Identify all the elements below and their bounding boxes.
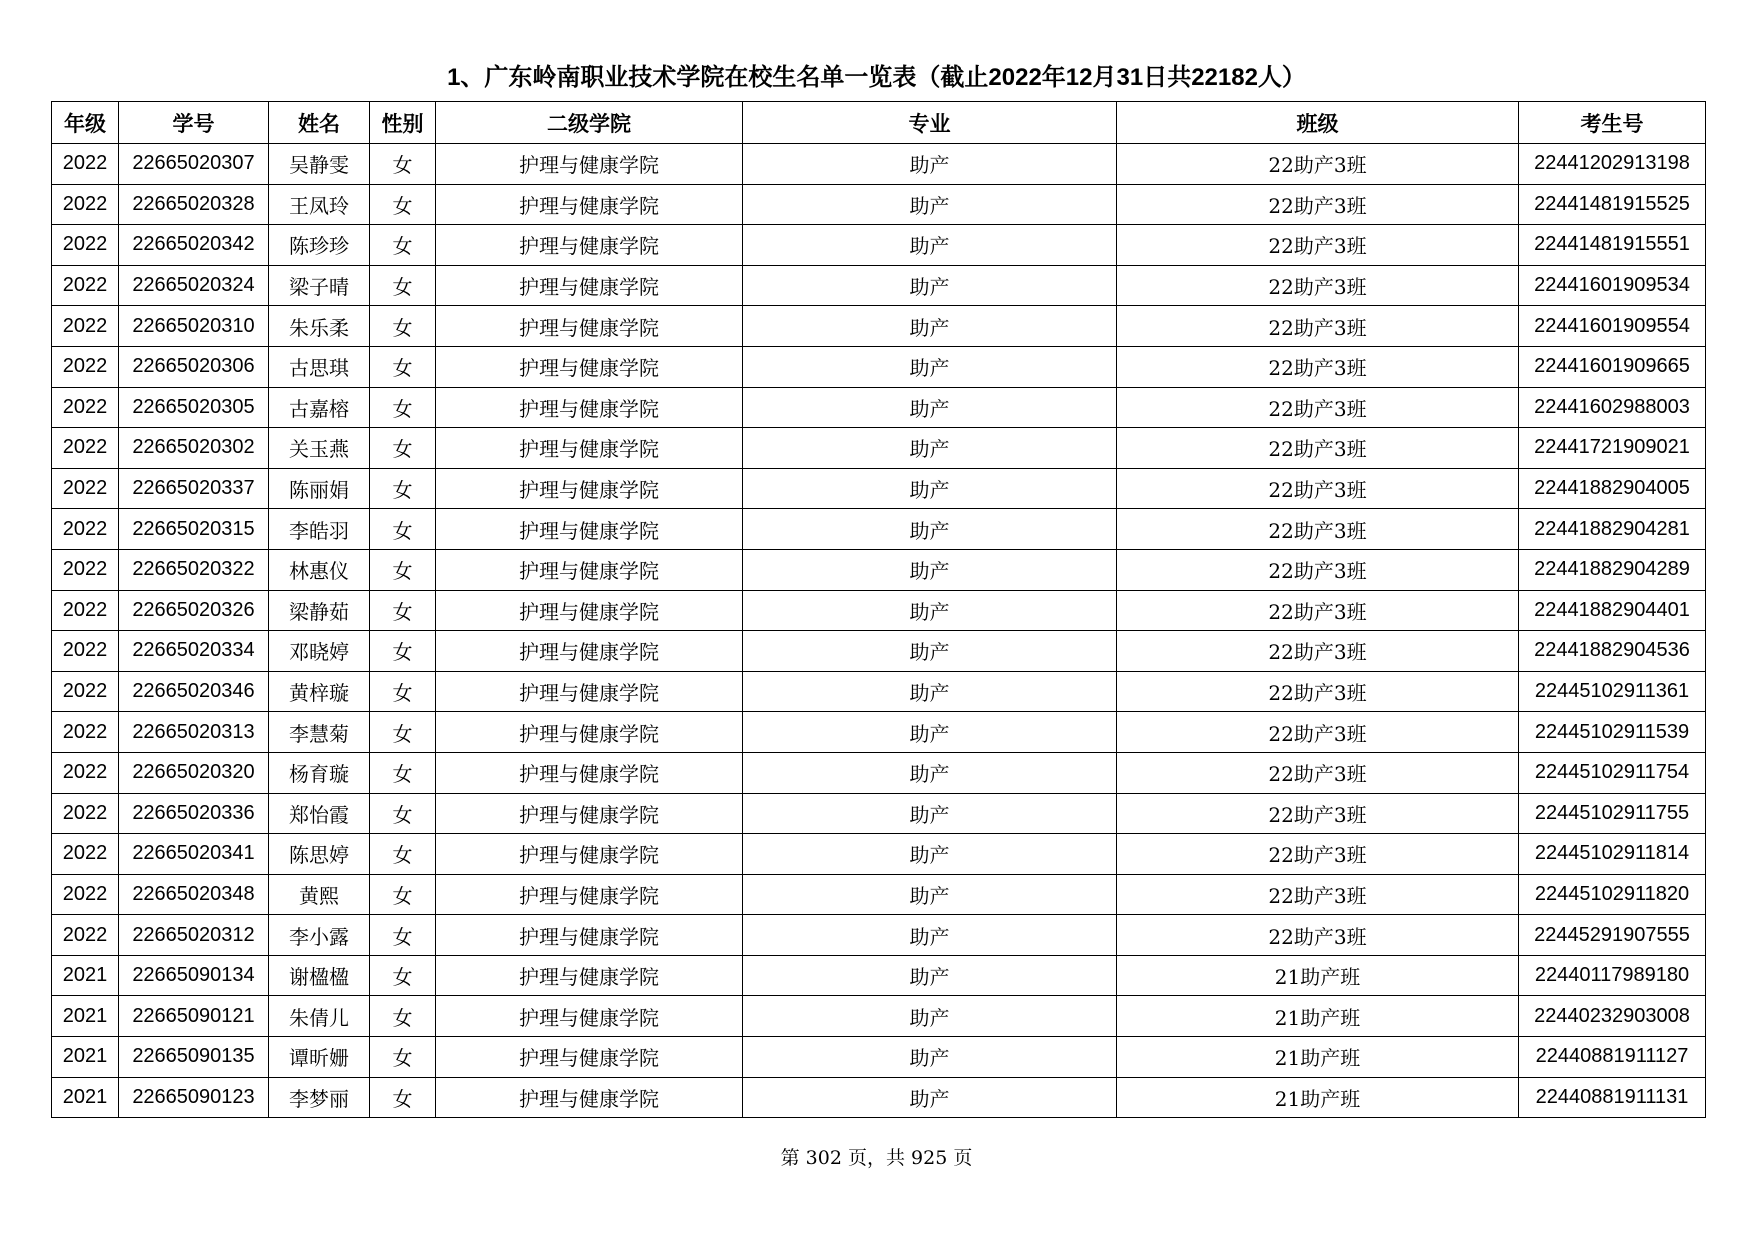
cell-exam-number: 22445102911361: [1519, 671, 1706, 712]
cell-student-id: 22665020326: [119, 590, 269, 631]
cell-class: 21助产班: [1117, 1037, 1519, 1078]
cell-exam-number: 22441882904289: [1519, 549, 1706, 590]
cell-name: 李梦丽: [269, 1077, 370, 1118]
cell-grade: 2022: [52, 834, 119, 875]
cell-class: 22助产3班: [1117, 387, 1519, 428]
cell-grade: 2022: [52, 306, 119, 347]
cell-name: 梁静茹: [269, 590, 370, 631]
table-row: [52, 468, 1706, 509]
cell-major: 助产: [743, 387, 1117, 428]
cell-gender: 女: [370, 346, 436, 387]
cell-student-id: 22665020302: [119, 428, 269, 469]
cell-college: 护理与健康学院: [436, 265, 743, 306]
table-row: [52, 346, 1706, 387]
cell-college: 护理与健康学院: [436, 549, 743, 590]
cell-college: 护理与健康学院: [436, 955, 743, 996]
cell-exam-number: 22440881911127: [1519, 1037, 1706, 1078]
page-title: 1、广东岭南职业技术学院在校生名单一览表（截止2022年12月31日共22182人）: [447, 64, 1306, 91]
cell-exam-number: 22440232903008: [1519, 996, 1706, 1037]
cell-exam-number: 22445102911814: [1519, 834, 1706, 875]
cell-student-id: 22665020306: [119, 346, 269, 387]
cell-class: 22助产3班: [1117, 793, 1519, 834]
cell-class: 22助产3班: [1117, 468, 1519, 509]
cell-gender: 女: [370, 712, 436, 753]
cell-class: 22助产3班: [1117, 509, 1519, 550]
cell-gender: 女: [370, 671, 436, 712]
cell-gender: 女: [370, 834, 436, 875]
table-row: [52, 915, 1706, 956]
cell-gender: 女: [370, 225, 436, 266]
cell-major: 助产: [743, 346, 1117, 387]
cell-college: 护理与健康学院: [436, 915, 743, 956]
cell-exam-number: 22441602988003: [1519, 387, 1706, 428]
cell-major: 助产: [743, 265, 1117, 306]
cell-exam-number: 22445102911754: [1519, 752, 1706, 793]
cell-class: 22助产3班: [1117, 549, 1519, 590]
cell-class: 22助产3班: [1117, 631, 1519, 672]
cell-major: 助产: [743, 752, 1117, 793]
cell-name: 古嘉榕: [269, 387, 370, 428]
cell-grade: 2022: [52, 468, 119, 509]
cell-student-id: 22665020346: [119, 671, 269, 712]
cell-college: 护理与健康学院: [436, 834, 743, 875]
cell-college: 护理与健康学院: [436, 306, 743, 347]
cell-major: 助产: [743, 1037, 1117, 1078]
table-row: [52, 509, 1706, 550]
cell-student-id: 22665090135: [119, 1037, 269, 1078]
cell-name: 黄熙: [269, 874, 370, 915]
cell-gender: 女: [370, 549, 436, 590]
cell-college: 护理与健康学院: [436, 1037, 743, 1078]
cell-class: 21助产班: [1117, 1077, 1519, 1118]
table-body: [52, 144, 1706, 1118]
cell-exam-number: 22445102911539: [1519, 712, 1706, 753]
cell-class: 22助产3班: [1117, 306, 1519, 347]
table-row: [52, 793, 1706, 834]
cell-gender: 女: [370, 184, 436, 225]
cell-name: 陈珍珍: [269, 225, 370, 266]
cell-student-id: 22665090121: [119, 996, 269, 1037]
cell-major: 助产: [743, 915, 1117, 956]
cell-college: 护理与健康学院: [436, 752, 743, 793]
cell-grade: 2022: [52, 549, 119, 590]
cell-grade: 2021: [52, 955, 119, 996]
table-row: [52, 225, 1706, 266]
cell-gender: 女: [370, 387, 436, 428]
cell-college: 护理与健康学院: [436, 712, 743, 753]
cell-class: 22助产3班: [1117, 834, 1519, 875]
cell-college: 护理与健康学院: [436, 346, 743, 387]
cell-gender: 女: [370, 793, 436, 834]
header-college: 二级学院: [436, 102, 743, 144]
cell-major: 助产: [743, 1077, 1117, 1118]
cell-student-id: 22665020341: [119, 834, 269, 875]
cell-name: 吴静雯: [269, 144, 370, 185]
cell-grade: 2022: [52, 915, 119, 956]
cell-class: 22助产3班: [1117, 225, 1519, 266]
cell-student-id: 22665020310: [119, 306, 269, 347]
cell-major: 助产: [743, 184, 1117, 225]
cell-major: 助产: [743, 509, 1117, 550]
cell-class: 21助产班: [1117, 955, 1519, 996]
cell-exam-number: 22441601909554: [1519, 306, 1706, 347]
table-row: [52, 712, 1706, 753]
cell-class: 22助产3班: [1117, 144, 1519, 185]
cell-college: 护理与健康学院: [436, 874, 743, 915]
cell-grade: 2021: [52, 996, 119, 1037]
cell-exam-number: 22441721909021: [1519, 428, 1706, 469]
cell-college: 护理与健康学院: [436, 793, 743, 834]
cell-student-id: 22665020305: [119, 387, 269, 428]
cell-major: 助产: [743, 874, 1117, 915]
cell-name: 陈丽娟: [269, 468, 370, 509]
cell-exam-number: 22441601909534: [1519, 265, 1706, 306]
cell-college: 护理与健康学院: [436, 184, 743, 225]
cell-gender: 女: [370, 306, 436, 347]
cell-name: 李小露: [269, 915, 370, 956]
cell-name: 梁子晴: [269, 265, 370, 306]
cell-exam-number: 22441882904401: [1519, 590, 1706, 631]
cell-major: 助产: [743, 996, 1117, 1037]
cell-gender: 女: [370, 428, 436, 469]
cell-major: 助产: [743, 428, 1117, 469]
cell-student-id: 22665020315: [119, 509, 269, 550]
cell-name: 陈思婷: [269, 834, 370, 875]
cell-grade: 2021: [52, 1077, 119, 1118]
cell-name: 王凤玲: [269, 184, 370, 225]
table-row: [52, 387, 1706, 428]
student-roster-table: [51, 101, 1706, 1118]
cell-name: 谢楹楹: [269, 955, 370, 996]
header-exam-number: 考生号: [1519, 102, 1706, 144]
cell-major: 助产: [743, 631, 1117, 672]
cell-grade: 2022: [52, 874, 119, 915]
cell-gender: 女: [370, 265, 436, 306]
table-row: [52, 752, 1706, 793]
cell-exam-number: 22445102911755: [1519, 793, 1706, 834]
cell-student-id: 22665020348: [119, 874, 269, 915]
table-row: [52, 874, 1706, 915]
cell-class: 22助产3班: [1117, 184, 1519, 225]
header-gender: 性别: [370, 102, 436, 144]
cell-name: 朱倩儿: [269, 996, 370, 1037]
cell-exam-number: 22441882904005: [1519, 468, 1706, 509]
cell-student-id: 22665020337: [119, 468, 269, 509]
cell-student-id: 22665020322: [119, 549, 269, 590]
cell-major: 助产: [743, 144, 1117, 185]
cell-major: 助产: [743, 793, 1117, 834]
header-major: 专业: [743, 102, 1117, 144]
cell-exam-number: 22441481915525: [1519, 184, 1706, 225]
cell-grade: 2022: [52, 671, 119, 712]
header-class: 班级: [1117, 102, 1519, 144]
cell-class: 22助产3班: [1117, 590, 1519, 631]
cell-grade: 2022: [52, 346, 119, 387]
cell-exam-number: 22445102911820: [1519, 874, 1706, 915]
cell-gender: 女: [370, 468, 436, 509]
cell-name: 郑怡霞: [269, 793, 370, 834]
cell-name: 关玉燕: [269, 428, 370, 469]
header-student-id: 学号: [119, 102, 269, 144]
table-row: [52, 1037, 1706, 1078]
cell-student-id: 22665090123: [119, 1077, 269, 1118]
cell-grade: 2022: [52, 631, 119, 672]
table-row: [52, 631, 1706, 672]
cell-name: 邓晓婷: [269, 631, 370, 672]
cell-gender: 女: [370, 590, 436, 631]
cell-grade: 2022: [52, 144, 119, 185]
cell-name: 朱乐柔: [269, 306, 370, 347]
cell-major: 助产: [743, 834, 1117, 875]
table-row: [52, 834, 1706, 875]
table-row: [52, 996, 1706, 1037]
cell-college: 护理与健康学院: [436, 590, 743, 631]
page-number: 第 302 页，共 925 页: [780, 1147, 973, 1169]
cell-grade: 2022: [52, 265, 119, 306]
cell-grade: 2022: [52, 712, 119, 753]
cell-gender: 女: [370, 144, 436, 185]
cell-class: 21助产班: [1117, 996, 1519, 1037]
cell-major: 助产: [743, 549, 1117, 590]
table-row: [52, 549, 1706, 590]
cell-grade: 2022: [52, 225, 119, 266]
cell-college: 护理与健康学院: [436, 631, 743, 672]
cell-college: 护理与健康学院: [436, 428, 743, 469]
cell-grade: 2022: [52, 590, 119, 631]
cell-name: 李皓羽: [269, 509, 370, 550]
cell-class: 22助产3班: [1117, 874, 1519, 915]
cell-exam-number: 22441202913198: [1519, 144, 1706, 185]
cell-college: 护理与健康学院: [436, 387, 743, 428]
cell-class: 22助产3班: [1117, 915, 1519, 956]
cell-student-id: 22665090134: [119, 955, 269, 996]
cell-student-id: 22665020336: [119, 793, 269, 834]
cell-gender: 女: [370, 915, 436, 956]
cell-gender: 女: [370, 752, 436, 793]
cell-gender: 女: [370, 874, 436, 915]
cell-college: 护理与健康学院: [436, 225, 743, 266]
cell-name: 林惠仪: [269, 549, 370, 590]
cell-exam-number: 22441601909665: [1519, 346, 1706, 387]
table-row: [52, 590, 1706, 631]
cell-class: 22助产3班: [1117, 671, 1519, 712]
cell-student-id: 22665020320: [119, 752, 269, 793]
cell-exam-number: 22441882904536: [1519, 631, 1706, 672]
table-row: [52, 144, 1706, 185]
cell-name: 黄梓璇: [269, 671, 370, 712]
cell-gender: 女: [370, 631, 436, 672]
table-row: [52, 428, 1706, 469]
cell-name: 谭昕姗: [269, 1037, 370, 1078]
table-row: [52, 306, 1706, 347]
cell-gender: 女: [370, 509, 436, 550]
cell-gender: 女: [370, 1037, 436, 1078]
cell-college: 护理与健康学院: [436, 144, 743, 185]
cell-name: 古思琪: [269, 346, 370, 387]
cell-name: 杨育璇: [269, 752, 370, 793]
header-grade: 年级: [52, 102, 119, 144]
cell-student-id: 22665020313: [119, 712, 269, 753]
cell-grade: 2022: [52, 428, 119, 469]
cell-gender: 女: [370, 1077, 436, 1118]
cell-class: 22助产3班: [1117, 346, 1519, 387]
cell-grade: 2022: [52, 752, 119, 793]
cell-major: 助产: [743, 590, 1117, 631]
cell-major: 助产: [743, 955, 1117, 996]
cell-college: 护理与健康学院: [436, 509, 743, 550]
header-name: 姓名: [269, 102, 370, 144]
cell-student-id: 22665020342: [119, 225, 269, 266]
cell-gender: 女: [370, 955, 436, 996]
cell-class: 22助产3班: [1117, 428, 1519, 469]
cell-class: 22助产3班: [1117, 752, 1519, 793]
cell-student-id: 22665020334: [119, 631, 269, 672]
cell-student-id: 22665020307: [119, 144, 269, 185]
table-row: [52, 671, 1706, 712]
cell-major: 助产: [743, 225, 1117, 266]
table-row: [52, 265, 1706, 306]
cell-grade: 2022: [52, 509, 119, 550]
cell-college: 护理与健康学院: [436, 468, 743, 509]
table-header-row: [52, 102, 1706, 144]
cell-grade: 2021: [52, 1037, 119, 1078]
cell-grade: 2022: [52, 184, 119, 225]
cell-exam-number: 22441481915551: [1519, 225, 1706, 266]
cell-exam-number: 22441882904281: [1519, 509, 1706, 550]
cell-gender: 女: [370, 996, 436, 1037]
cell-college: 护理与健康学院: [436, 1077, 743, 1118]
cell-grade: 2022: [52, 793, 119, 834]
cell-exam-number: 22445291907555: [1519, 915, 1706, 956]
cell-major: 助产: [743, 712, 1117, 753]
cell-college: 护理与健康学院: [436, 996, 743, 1037]
table-row: [52, 955, 1706, 996]
cell-student-id: 22665020312: [119, 915, 269, 956]
cell-major: 助产: [743, 306, 1117, 347]
cell-exam-number: 22440881911131: [1519, 1077, 1706, 1118]
cell-student-id: 22665020328: [119, 184, 269, 225]
cell-exam-number: 22440117989180: [1519, 955, 1706, 996]
cell-major: 助产: [743, 671, 1117, 712]
table-row: [52, 1077, 1706, 1118]
cell-major: 助产: [743, 468, 1117, 509]
cell-grade: 2022: [52, 387, 119, 428]
cell-student-id: 22665020324: [119, 265, 269, 306]
cell-class: 22助产3班: [1117, 712, 1519, 753]
cell-college: 护理与健康学院: [436, 671, 743, 712]
table-row: [52, 184, 1706, 225]
cell-class: 22助产3班: [1117, 265, 1519, 306]
cell-name: 李慧菊: [269, 712, 370, 753]
